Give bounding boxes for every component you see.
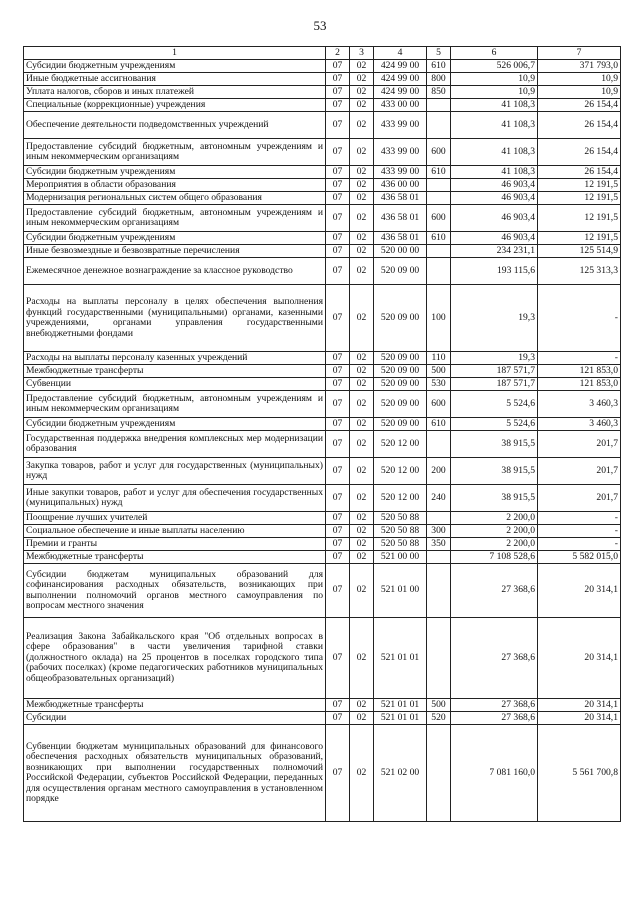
table-row — [24, 73, 621, 86]
amount-year-2-cell: 20 314,1 — [538, 564, 621, 618]
expense-type-cell: 800 — [427, 73, 451, 86]
subsection-code-cell: 02 — [350, 99, 374, 112]
row-name-cell: Премии и гранты — [24, 538, 326, 551]
expense-type-cell — [427, 725, 451, 822]
section-code-cell: 07 — [326, 192, 350, 205]
subsection-code-cell: 02 — [350, 725, 374, 822]
row-name-cell: Субсидии бюджетным учреждениям — [24, 60, 326, 73]
row-name-cell: Обеспечение деятельности подведомственных учреждений — [24, 112, 326, 139]
table-row — [24, 538, 621, 551]
table-row — [24, 458, 621, 485]
amount-year-2-cell: 12 191,5 — [538, 192, 621, 205]
expense-type-cell: 610 — [427, 166, 451, 179]
amount-year-1-cell: 234 231,1 — [451, 245, 538, 258]
table-row — [24, 699, 621, 712]
table-row — [24, 378, 621, 391]
row-name-cell: Уплата налогов, сборов и иных платежей — [24, 86, 326, 99]
expense-type-cell: 850 — [427, 86, 451, 99]
table-row — [24, 512, 621, 525]
row-name-cell: Государственная поддержка внедрения комплексных мер модернизации образования — [24, 431, 326, 458]
amount-year-2-cell: 20 314,1 — [538, 699, 621, 712]
amount-year-2-cell: 3 460,3 — [538, 418, 621, 431]
amount-year-1-cell: 2 200,0 — [451, 525, 538, 538]
table-row — [24, 712, 621, 725]
table-row — [24, 258, 621, 285]
section-code-cell: 07 — [326, 699, 350, 712]
row-name-cell: Межбюджетные трансферты — [24, 365, 326, 378]
target-article-cell: 520 50 88 — [374, 512, 427, 525]
subsection-code-cell: 02 — [350, 245, 374, 258]
section-code-cell: 07 — [326, 431, 350, 458]
amount-year-2-cell: - — [538, 285, 621, 352]
subsection-code-cell: 02 — [350, 551, 374, 564]
header-col-4: 4 — [374, 47, 427, 60]
row-name-cell: Иные безвозмездные и безвозвратные перечисления — [24, 245, 326, 258]
row-name-cell: Мероприятия в области образования — [24, 179, 326, 192]
table-row — [24, 192, 621, 205]
expense-type-cell: 610 — [427, 232, 451, 245]
row-name-cell: Иные бюджетные ассигнования — [24, 73, 326, 86]
expense-type-cell: 530 — [427, 378, 451, 391]
section-code-cell: 07 — [326, 525, 350, 538]
section-code-cell: 07 — [326, 99, 350, 112]
amount-year-2-cell: 201,7 — [538, 458, 621, 485]
target-article-cell: 436 58 01 — [374, 232, 427, 245]
header-row — [24, 47, 621, 60]
section-code-cell: 07 — [326, 725, 350, 822]
amount-year-1-cell: 46 903,4 — [451, 205, 538, 232]
section-code-cell: 07 — [326, 378, 350, 391]
subsection-code-cell: 02 — [350, 258, 374, 285]
target-article-cell: 433 99 00 — [374, 112, 427, 139]
subsection-code-cell: 02 — [350, 712, 374, 725]
expense-type-cell — [427, 618, 451, 699]
amount-year-2-cell: 10,9 — [538, 86, 621, 99]
row-name-cell: Межбюджетные трансферты — [24, 699, 326, 712]
target-article-cell: 520 00 00 — [374, 245, 427, 258]
row-name-cell: Расходы на выплаты персоналу казенных учреждений — [24, 352, 326, 365]
section-code-cell: 07 — [326, 258, 350, 285]
header-col-5: 5 — [427, 47, 451, 60]
expense-type-cell — [427, 179, 451, 192]
section-code-cell: 07 — [326, 564, 350, 618]
target-article-cell: 520 09 00 — [374, 258, 427, 285]
amount-year-1-cell: 38 915,5 — [451, 485, 538, 512]
subsection-code-cell: 02 — [350, 179, 374, 192]
expense-type-cell: 500 — [427, 699, 451, 712]
subsection-code-cell: 02 — [350, 418, 374, 431]
subsection-code-cell: 02 — [350, 205, 374, 232]
section-code-cell: 07 — [326, 73, 350, 86]
expense-type-cell — [427, 512, 451, 525]
subsection-code-cell: 02 — [350, 285, 374, 352]
row-name-cell: Поощрение лучших учителей — [24, 512, 326, 525]
target-article-cell: 520 09 00 — [374, 285, 427, 352]
row-name-cell: Реализация Закона Забайкальского края "Об отдельных вопросах в сфере образования" в части увеличения тарифной ставки (должностного оклада) на 25 процентов в поселках городского типа (рабочих поселках) (кроме педагогических работников муниципальных общеобразовательных организаций) — [24, 618, 326, 699]
target-article-cell: 433 99 00 — [374, 139, 427, 166]
amount-year-1-cell: 27 368,6 — [451, 618, 538, 699]
target-article-cell: 436 58 01 — [374, 192, 427, 205]
amount-year-2-cell: 121 853,0 — [538, 365, 621, 378]
amount-year-1-cell: 38 915,5 — [451, 458, 538, 485]
table-row — [24, 365, 621, 378]
header-col-2: 2 — [326, 47, 350, 60]
amount-year-1-cell: 41 108,3 — [451, 99, 538, 112]
table-row — [24, 391, 621, 418]
table-row — [24, 99, 621, 112]
table-row — [24, 86, 621, 99]
amount-year-1-cell: 10,9 — [451, 73, 538, 86]
amount-year-1-cell: 526 006,7 — [451, 60, 538, 73]
section-code-cell: 07 — [326, 712, 350, 725]
subsection-code-cell: 02 — [350, 525, 374, 538]
amount-year-1-cell: 2 200,0 — [451, 538, 538, 551]
amount-year-1-cell: 27 368,6 — [451, 712, 538, 725]
table-row — [24, 139, 621, 166]
expense-type-cell: 500 — [427, 365, 451, 378]
amount-year-2-cell: 201,7 — [538, 485, 621, 512]
amount-year-1-cell: 5 524,6 — [451, 418, 538, 431]
table-row — [24, 485, 621, 512]
expense-type-cell — [427, 192, 451, 205]
amount-year-1-cell: 2 200,0 — [451, 512, 538, 525]
target-article-cell: 424 99 00 — [374, 60, 427, 73]
expense-type-cell — [427, 112, 451, 139]
table-row — [24, 60, 621, 73]
expense-type-cell — [427, 99, 451, 112]
amount-year-2-cell: 201,7 — [538, 431, 621, 458]
table-row — [24, 112, 621, 139]
section-code-cell: 07 — [326, 166, 350, 179]
row-name-cell: Предоставление субсидий бюджетным, автономным учреждениям и иным некоммерческим организациям — [24, 391, 326, 418]
amount-year-2-cell: 26 154,4 — [538, 99, 621, 112]
target-article-cell: 521 00 00 — [374, 551, 427, 564]
target-article-cell: 433 00 00 — [374, 99, 427, 112]
header-col-6: 6 — [451, 47, 538, 60]
subsection-code-cell: 02 — [350, 232, 374, 245]
target-article-cell: 521 01 01 — [374, 618, 427, 699]
subsection-code-cell: 02 — [350, 139, 374, 166]
row-name-cell: Расходы на выплаты персоналу в целях обеспечения выполнения функций государственными (муниципальными) органами, казенными учреждениями, органами управления государственными внебюджетными фондами — [24, 285, 326, 352]
amount-year-1-cell: 41 108,3 — [451, 166, 538, 179]
section-code-cell: 07 — [326, 179, 350, 192]
amount-year-1-cell: 19,3 — [451, 285, 538, 352]
subsection-code-cell: 02 — [350, 458, 374, 485]
section-code-cell: 07 — [326, 232, 350, 245]
amount-year-2-cell: - — [538, 352, 621, 365]
subsection-code-cell: 02 — [350, 86, 374, 99]
header-col-1: 1 — [24, 47, 326, 60]
table-row — [24, 564, 621, 618]
row-name-cell: Субсидии — [24, 712, 326, 725]
row-name-cell: Предоставление субсидий бюджетным, автономным учреждениям и иным некоммерческим организациям — [24, 139, 326, 166]
table-row — [24, 431, 621, 458]
target-article-cell: 424 99 00 — [374, 73, 427, 86]
table-row — [24, 352, 621, 365]
amount-year-1-cell: 10,9 — [451, 86, 538, 99]
subsection-code-cell: 02 — [350, 512, 374, 525]
header-col-7: 7 — [538, 47, 621, 60]
expense-type-cell: 300 — [427, 525, 451, 538]
amount-year-2-cell: - — [538, 538, 621, 551]
row-name-cell: Модернизация региональных систем общего образования — [24, 192, 326, 205]
subsection-code-cell: 02 — [350, 538, 374, 551]
section-code-cell: 07 — [326, 112, 350, 139]
page-number: 53 — [313, 18, 327, 33]
expense-type-cell: 110 — [427, 352, 451, 365]
target-article-cell: 521 01 00 — [374, 564, 427, 618]
amount-year-2-cell: 371 793,0 — [538, 60, 621, 73]
subsection-code-cell: 02 — [350, 365, 374, 378]
expense-type-cell — [427, 258, 451, 285]
amount-year-1-cell: 46 903,4 — [451, 192, 538, 205]
subsection-code-cell: 02 — [350, 431, 374, 458]
target-article-cell: 520 09 00 — [374, 391, 427, 418]
target-article-cell: 520 09 00 — [374, 352, 427, 365]
amount-year-1-cell: 7 081 160,0 — [451, 725, 538, 822]
subsection-code-cell: 02 — [350, 564, 374, 618]
section-code-cell: 07 — [326, 352, 350, 365]
section-code-cell: 07 — [326, 60, 350, 73]
row-name-cell: Субвенции бюджетам муниципальных образований для финансового обеспечения расходных обязательств муниципальных образований, возникающих при выполнении государственных полномочий Российской Федерации, субъектов Российской Федерации, переданных для осуществления органам местного самоуправления в установленном порядке — [24, 725, 326, 822]
row-name-cell: Субвенции — [24, 378, 326, 391]
row-name-cell: Предоставление субсидий бюджетным, автономным учреждениям и иным некоммерческим организациям — [24, 205, 326, 232]
target-article-cell: 520 09 00 — [374, 418, 427, 431]
table-row — [24, 205, 621, 232]
subsection-code-cell: 02 — [350, 73, 374, 86]
row-name-cell: Субсидии бюджетным учреждениям — [24, 232, 326, 245]
amount-year-2-cell: 5 561 700,8 — [538, 725, 621, 822]
target-article-cell: 520 12 00 — [374, 431, 427, 458]
row-name-cell: Иные закупки товаров, работ и услуг для обеспечения государственных (муниципальных) нужд — [24, 485, 326, 512]
amount-year-1-cell: 7 108 528,6 — [451, 551, 538, 564]
amount-year-2-cell: 20 314,1 — [538, 712, 621, 725]
section-code-cell: 07 — [326, 365, 350, 378]
expense-type-cell: 200 — [427, 458, 451, 485]
amount-year-2-cell: - — [538, 512, 621, 525]
section-code-cell: 07 — [326, 245, 350, 258]
section-code-cell: 07 — [326, 512, 350, 525]
table-row — [24, 551, 621, 564]
target-article-cell: 433 99 00 — [374, 166, 427, 179]
section-code-cell: 07 — [326, 538, 350, 551]
target-article-cell: 521 01 01 — [374, 699, 427, 712]
row-name-cell: Закупка товаров, работ и услуг для государственных (муниципальных) нужд — [24, 458, 326, 485]
target-article-cell: 520 12 00 — [374, 485, 427, 512]
expense-type-cell: 600 — [427, 205, 451, 232]
amount-year-2-cell: 125 514,9 — [538, 245, 621, 258]
amount-year-1-cell: 41 108,3 — [451, 112, 538, 139]
section-code-cell: 07 — [326, 485, 350, 512]
table-row — [24, 285, 621, 352]
target-article-cell: 520 09 00 — [374, 378, 427, 391]
subsection-code-cell: 02 — [350, 699, 374, 712]
table-row — [24, 725, 621, 822]
amount-year-2-cell: - — [538, 525, 621, 538]
target-article-cell: 520 50 88 — [374, 538, 427, 551]
table-row — [24, 166, 621, 179]
section-code-cell: 07 — [326, 285, 350, 352]
expense-type-cell: 600 — [427, 391, 451, 418]
subsection-code-cell: 02 — [350, 378, 374, 391]
amount-year-1-cell: 46 903,4 — [451, 232, 538, 245]
table-row — [24, 232, 621, 245]
table-row — [24, 245, 621, 258]
header-col-3: 3 — [350, 47, 374, 60]
expense-type-cell: 240 — [427, 485, 451, 512]
amount-year-2-cell: 121 853,0 — [538, 378, 621, 391]
amount-year-1-cell: 41 108,3 — [451, 139, 538, 166]
amount-year-1-cell: 46 903,4 — [451, 179, 538, 192]
amount-year-2-cell: 12 191,5 — [538, 205, 621, 232]
budget-table — [23, 46, 621, 822]
table-row — [24, 418, 621, 431]
expense-type-cell: 350 — [427, 538, 451, 551]
section-code-cell: 07 — [326, 618, 350, 699]
row-name-cell: Субсидии бюджетам муниципальных образований для софинансирования расходных обязательств, возникающих при выполнении полномочий органов местного самоуправления по вопросам местного значения — [24, 564, 326, 618]
section-code-cell: 07 — [326, 391, 350, 418]
expense-type-cell: 610 — [427, 418, 451, 431]
row-name-cell: Субсидии бюджетным учреждениям — [24, 166, 326, 179]
row-name-cell: Социальное обеспечение и иные выплаты населению — [24, 525, 326, 538]
amount-year-2-cell: 10,9 — [538, 73, 621, 86]
target-article-cell: 521 01 01 — [374, 712, 427, 725]
amount-year-2-cell: 12 191,5 — [538, 232, 621, 245]
section-code-cell: 07 — [326, 205, 350, 232]
expense-type-cell — [427, 245, 451, 258]
section-code-cell: 07 — [326, 551, 350, 564]
amount-year-2-cell: 26 154,4 — [538, 166, 621, 179]
target-article-cell: 520 50 88 — [374, 525, 427, 538]
subsection-code-cell: 02 — [350, 60, 374, 73]
target-article-cell: 521 02 00 — [374, 725, 427, 822]
row-name-cell: Специальные (коррекционные) учреждения — [24, 99, 326, 112]
amount-year-1-cell: 187 571,7 — [451, 378, 538, 391]
amount-year-2-cell: 5 582 015,0 — [538, 551, 621, 564]
section-code-cell: 07 — [326, 139, 350, 166]
amount-year-1-cell: 5 524,6 — [451, 391, 538, 418]
expense-type-cell — [427, 551, 451, 564]
row-name-cell: Межбюджетные трансферты — [24, 551, 326, 564]
target-article-cell: 520 12 00 — [374, 458, 427, 485]
subsection-code-cell: 02 — [350, 618, 374, 699]
table-row — [24, 618, 621, 699]
amount-year-2-cell: 12 191,5 — [538, 179, 621, 192]
expense-type-cell: 520 — [427, 712, 451, 725]
row-name-cell: Ежемесячное денежное вознаграждение за классное руководство — [24, 258, 326, 285]
amount-year-1-cell: 27 368,6 — [451, 699, 538, 712]
section-code-cell: 07 — [326, 418, 350, 431]
expense-type-cell — [427, 564, 451, 618]
target-article-cell: 436 00 00 — [374, 179, 427, 192]
section-code-cell: 07 — [326, 458, 350, 485]
expense-type-cell: 610 — [427, 60, 451, 73]
amount-year-2-cell: 20 314,1 — [538, 618, 621, 699]
subsection-code-cell: 02 — [350, 192, 374, 205]
subsection-code-cell: 02 — [350, 485, 374, 512]
table-row — [24, 525, 621, 538]
amount-year-1-cell: 19,3 — [451, 352, 538, 365]
amount-year-1-cell: 38 915,5 — [451, 431, 538, 458]
target-article-cell: 424 99 00 — [374, 86, 427, 99]
target-article-cell: 436 58 01 — [374, 205, 427, 232]
expense-type-cell: 100 — [427, 285, 451, 352]
amount-year-2-cell: 125 313,3 — [538, 258, 621, 285]
subsection-code-cell: 02 — [350, 352, 374, 365]
amount-year-1-cell: 187 571,7 — [451, 365, 538, 378]
expense-type-cell — [427, 431, 451, 458]
row-name-cell: Субсидии бюджетным учреждениям — [24, 418, 326, 431]
section-code-cell: 07 — [326, 86, 350, 99]
subsection-code-cell: 02 — [350, 112, 374, 139]
amount-year-2-cell: 26 154,4 — [538, 112, 621, 139]
amount-year-2-cell: 26 154,4 — [538, 139, 621, 166]
amount-year-1-cell: 27 368,6 — [451, 564, 538, 618]
subsection-code-cell: 02 — [350, 391, 374, 418]
subsection-code-cell: 02 — [350, 166, 374, 179]
target-article-cell: 520 09 00 — [374, 365, 427, 378]
amount-year-1-cell: 193 115,6 — [451, 258, 538, 285]
amount-year-2-cell: 3 460,3 — [538, 391, 621, 418]
table-row — [24, 179, 621, 192]
expense-type-cell: 600 — [427, 139, 451, 166]
